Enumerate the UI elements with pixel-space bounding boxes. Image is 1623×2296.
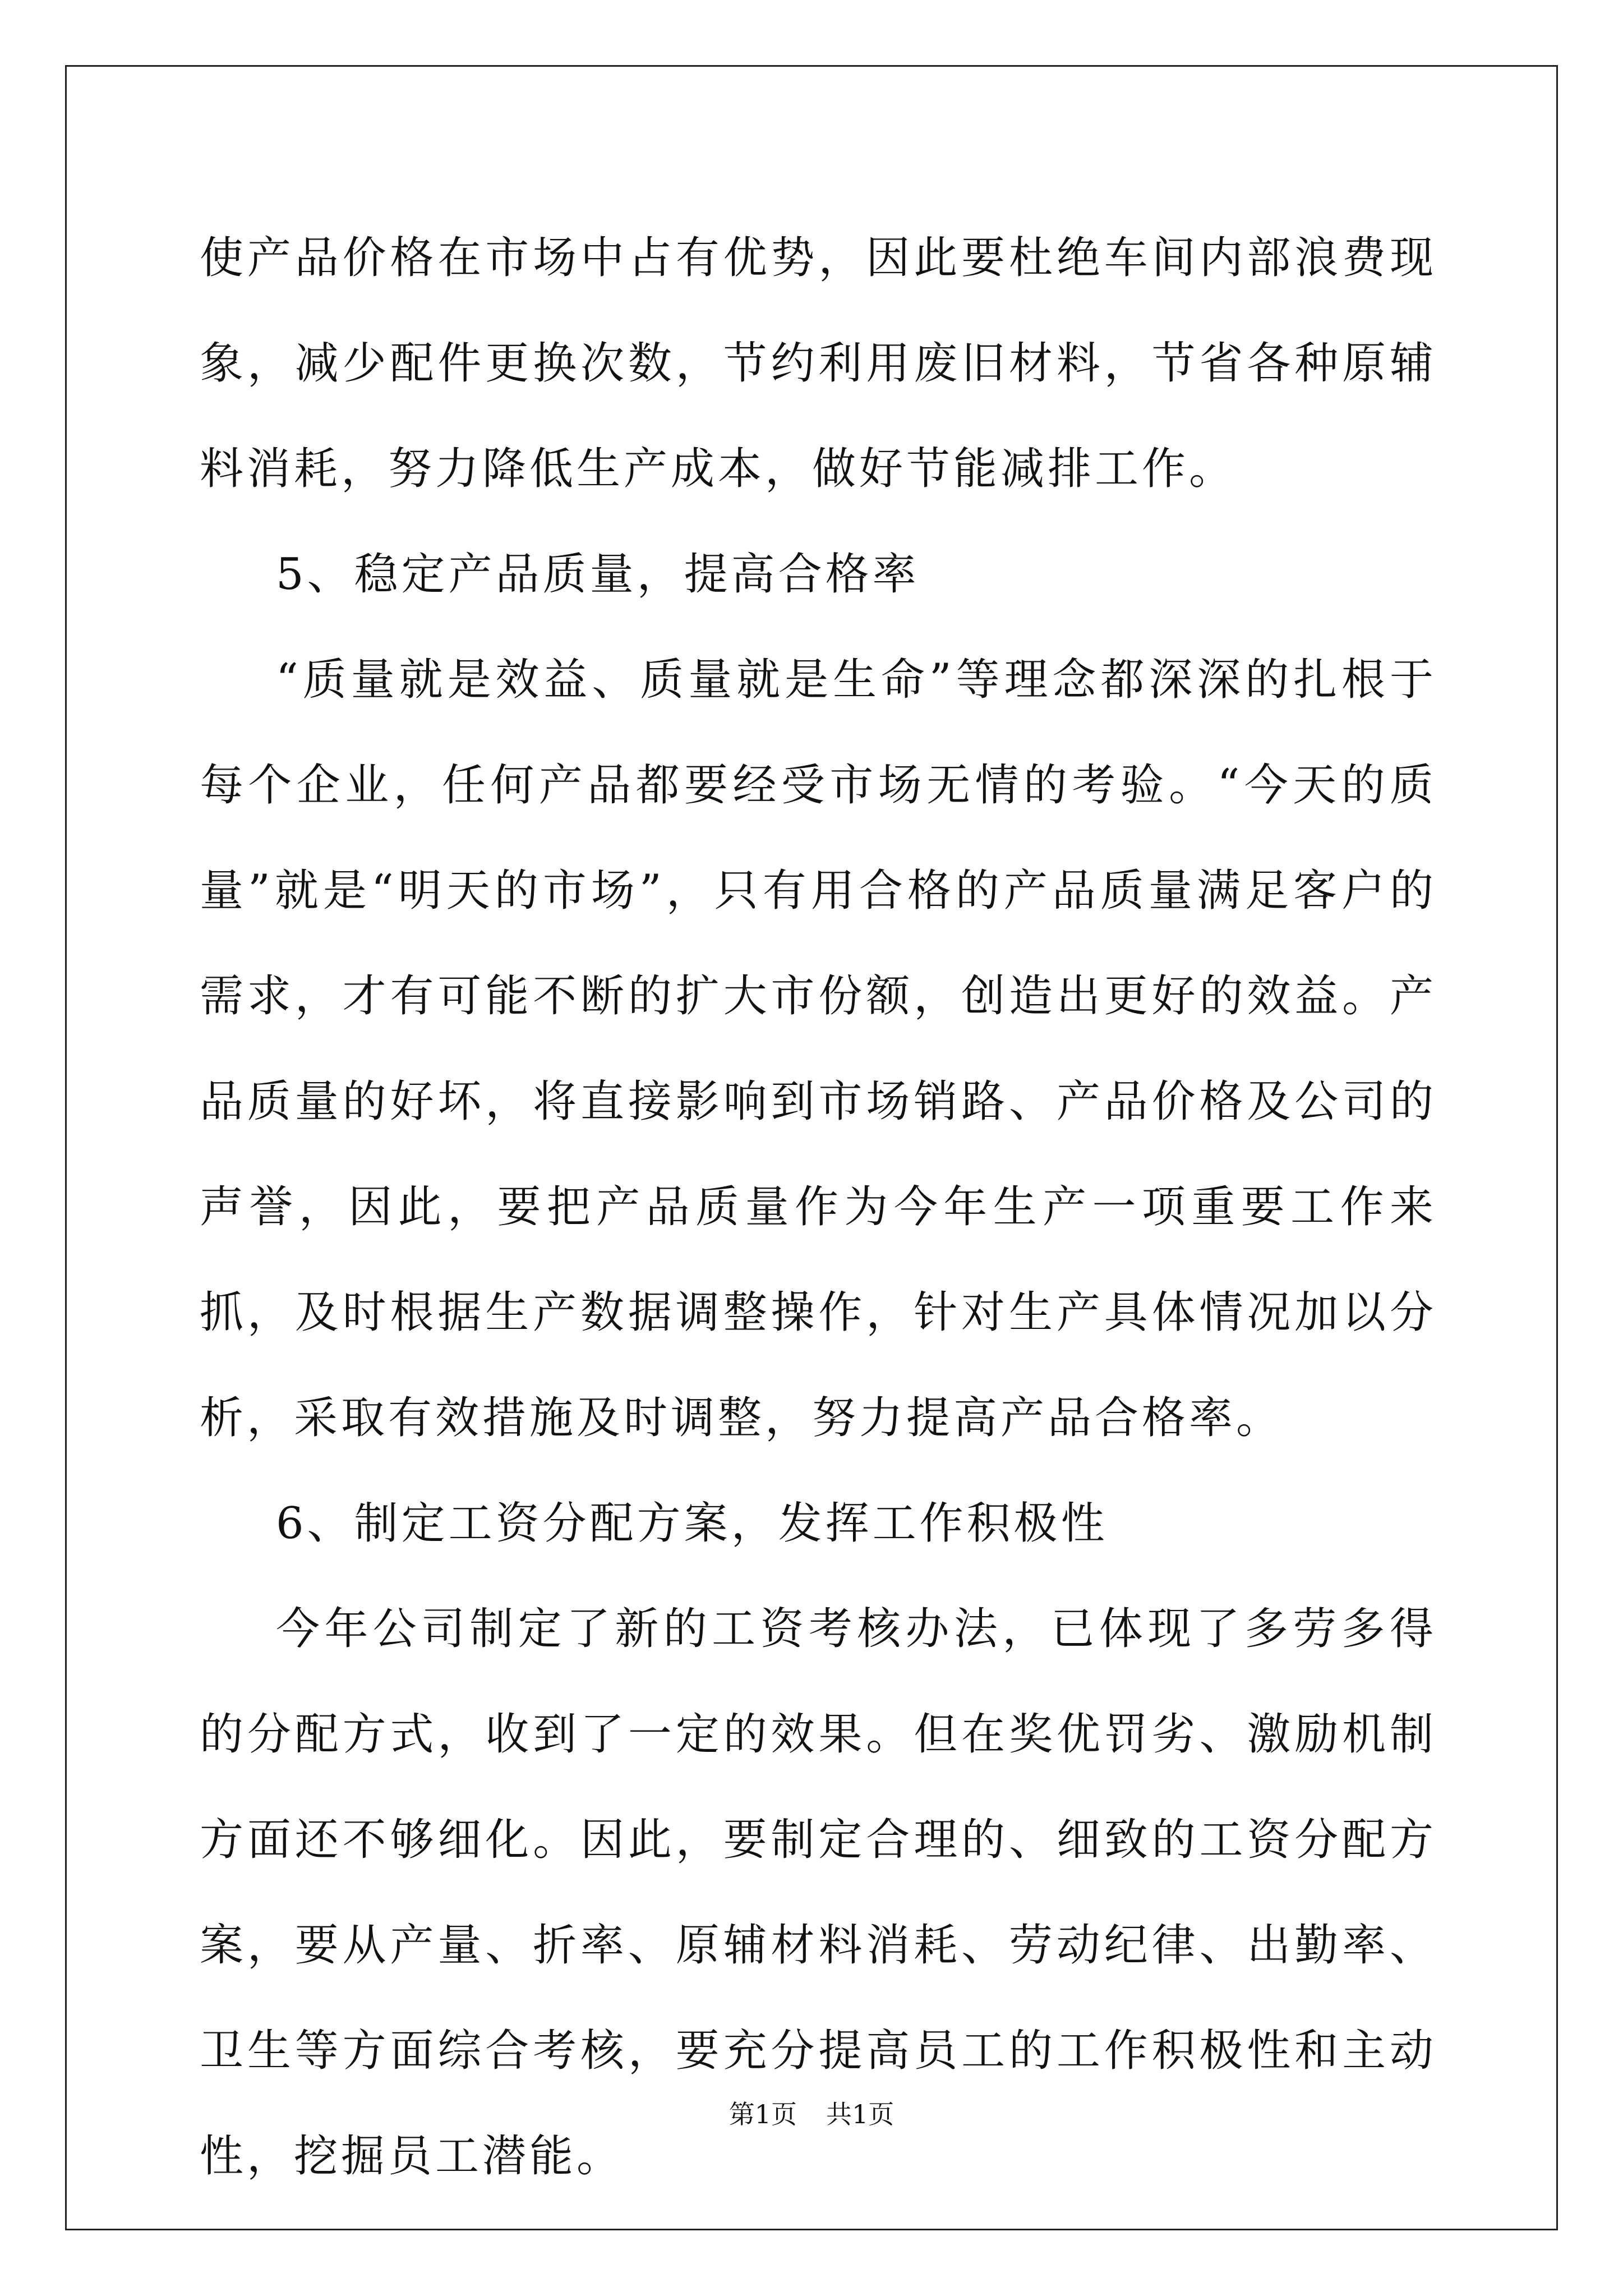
section-heading: 6、制定工资分配方案，发挥工作积极性 xyxy=(276,1498,1108,1549)
section-heading: 5、稳定产品质量，提高合格率 xyxy=(276,549,920,600)
body-paragraph: “质量就是效益、质量就是生命”等理念都深深的扎根于每个企业，任何产品都要经受市场无情的考验。“今天的质量”就是“明天的市场”，只有用合格的产品质量满足客户的需求，才有可能不断的扩大市份额，创造出更好的效益。产品质量的好坏，将直接影响到市场销路、产品价格及公司的声誉，因此，要把产品质量作为今年生产一项重要工作来抓，及时根据生产数据调整操作，针对生产具体情况加以分析，采取有效措施及时调整，努力提高产品合格率。 xyxy=(200,655,1437,1443)
page-count: 共1页 xyxy=(826,2099,895,2129)
page-number: 第1页 xyxy=(728,2099,797,2129)
page-footer xyxy=(0,2094,1623,2131)
body-paragraph: 使产品价格在市场中占有优势，因此要杜绝车间内部浪费现象，减少配件更换次数，节约利用废旧材料，节省各种原辅料消耗，努力降低生产成本，做好节能减排工作。 xyxy=(200,233,1437,494)
document-body xyxy=(200,205,1437,2209)
body-paragraph: 今年公司制定了新的工资考核办法，已体现了多劳多得的分配方式，收到了一定的效果。但在奖优罚劣、激励机制方面还不够细化。因此，要制定合理的、细致的工资分配方案，要从产量、折率、原辅材料消耗、劳动纪律、出勤率、卫生等方面综合考核，要充分提高员工的工作积极性和主动性，挖掘员工潜能。 xyxy=(200,1604,1437,2182)
